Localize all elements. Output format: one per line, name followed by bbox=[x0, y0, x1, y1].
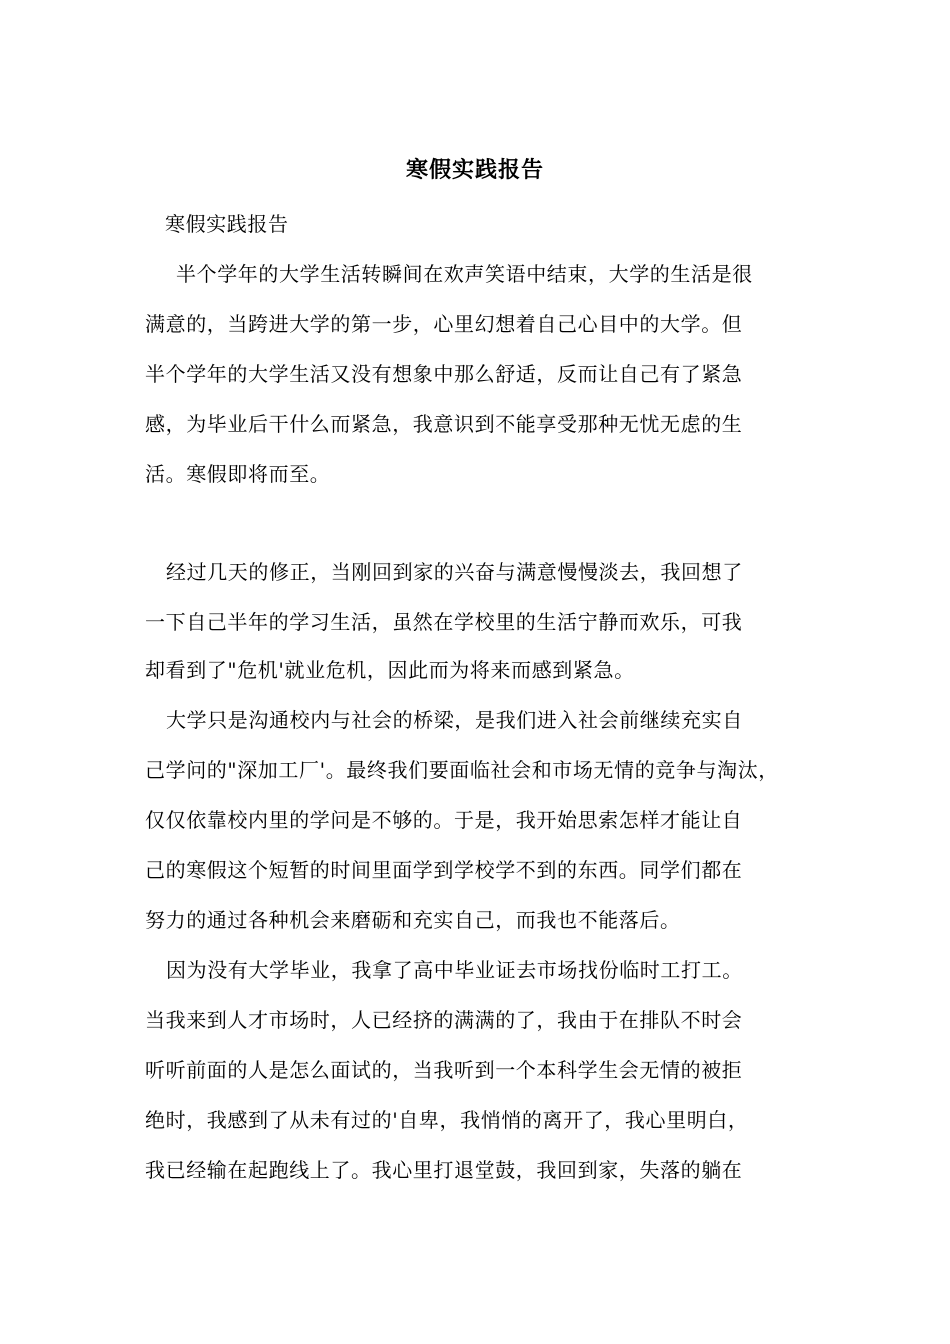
paragraph-line: 满意的，当跨进大学的第一步，心里幻想着自己心目中的大学。但 bbox=[145, 312, 743, 336]
paragraph-line: 听听前面的人是怎么面试的，当我听到一个本科学生会无情的被拒 bbox=[145, 1058, 743, 1082]
paragraph-line: 我已经输在起跑线上了。我心里打退堂鼓，我回到家，失落的躺在 bbox=[145, 1158, 743, 1182]
paragraph-line: 却看到了"危机'就业危机，因此而为将来而感到紧急。 bbox=[145, 658, 635, 682]
paragraph-line: 仅仅依靠校内里的学问是不够的。于是，我开始思索怎样才能让自 bbox=[145, 808, 743, 832]
paragraph-line: 当我来到人才市场时，人已经挤的满满的了，我由于在排队不时会 bbox=[145, 1008, 743, 1032]
paragraph-line: 绝时，我感到了从未有过的'自卑，我悄悄的离开了，我心里明白， bbox=[145, 1108, 749, 1132]
paragraph-line: 经过几天的修正，当刚回到家的兴奋与满意慢慢淡去，我回想了 bbox=[166, 560, 743, 584]
subtitle-line: 寒假实践报告 bbox=[165, 212, 289, 236]
paragraph-line: 活。寒假即将而至。 bbox=[145, 462, 331, 486]
paragraph-line: 己学问的"深加工厂'。最终我们要面临社会和市场无情的竞争与淘汰， bbox=[145, 758, 779, 782]
paragraph-line: 因为没有大学毕业，我拿了高中毕业证去市场找份临时工打工。 bbox=[166, 958, 743, 982]
paragraph-line: 己的寒假这个短暂的时间里面学到学校学不到的东西。同学们都在 bbox=[145, 858, 743, 882]
paragraph-line: 一下自己半年的学习生活，虽然在学校里的生活宁静而欢乐，可我 bbox=[145, 610, 743, 634]
paragraph-line: 感，为毕业后干什么而紧急，我意识到不能享受那种无忧无虑的生 bbox=[145, 412, 743, 436]
paragraph-line: 努力的通过各种机会来磨砺和充实自己，而我也不能落后。 bbox=[145, 908, 681, 932]
paragraph-line: 半个学年的大学生活转瞬间在欢声笑语中结束，大学的生活是很 bbox=[176, 262, 753, 286]
paragraph-line: 大学只是沟通校内与社会的桥梁，是我们进入社会前继续充实自 bbox=[166, 708, 743, 732]
document-title: 寒假实践报告 bbox=[405, 157, 544, 183]
paragraph-line: 半个学年的大学生活又没有想象中那么舒适，反而让自己有了紧急 bbox=[145, 362, 743, 386]
